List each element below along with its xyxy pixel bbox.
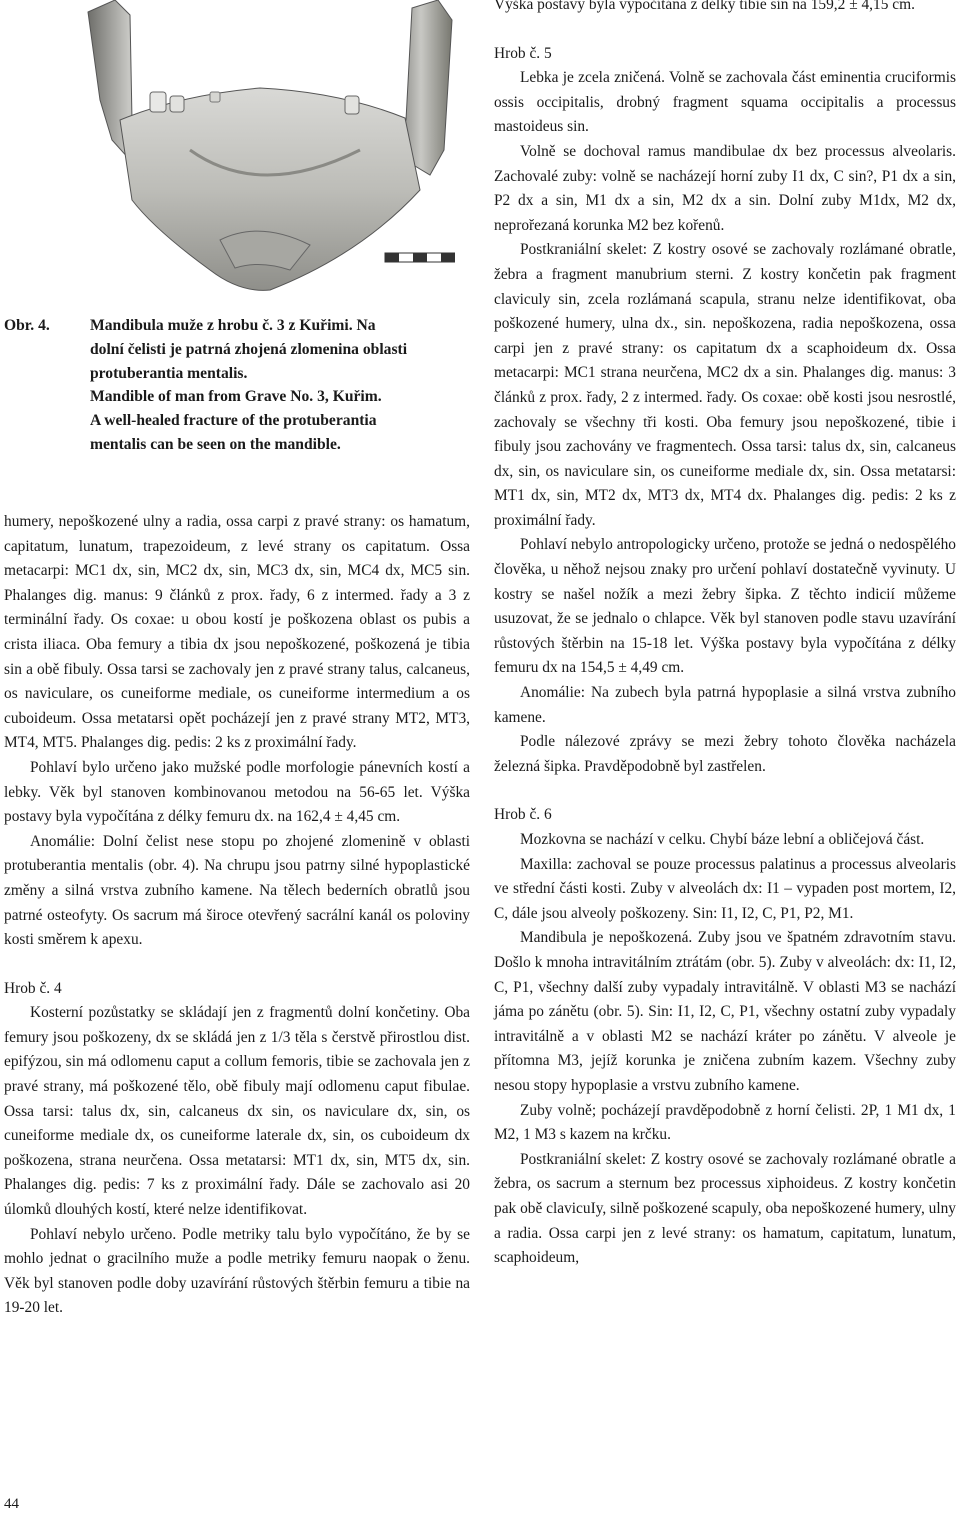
paragraph: Postkraniální skelet: Z kostry osové se zachovaly rozlámané obratle, žebra a fragment manubrium sterni. Z kostry končetin pak fragment claviculy sin, zcela rozlámaná scapula, stranu nelze identifikovat, oba poškozené humery, ulna dx., sin. nepoškozena, radia nepoškozena, ossa carpi jen z pravé strany: os capitatum dx a scaphoideum dx. Ossa metacarpi: MC1 strana neurčena, MC2 dx a sin. Phalanges dig. manus: 3 článků z prox. řady, 2 z intermed. řady. Os coxae: obě kosti jsou nesrostlé, zachovaly se všechny tři kosti. Oba femury jsou nepoškozené, tibie i fibuly jsou zachovány ve fragmentech. Ossa tarsi: talus dx, sin, calcaneus dx, sin, os naviculare sin, os cuneiforme mediale dx, sin. Ossa metatarsi: MT1 dx, sin, MT2 dx, MT3 dx, MT4 dx. Phalanges dig. pedis: 2 ks z proximální řady. — [494, 241, 956, 529]
paragraph: Maxilla: zachoval se pouze processus palatinus a processus alveolaris ve střední části kosti. Zuby v alveolách dx: I1 – vypaden post mortem, I2, C, dále jsou alveoly poškozeny. Sin: I1, I2, C, P1, P2, M1. — [494, 855, 956, 922]
paragraph: Anomálie: Na zubech byla patrná hypoplasie a silná vrstva zubního kamene. — [494, 684, 956, 726]
paragraph: Postkraniální skelet: Z kostry osové se zachovaly rozlámané obratle a žebra, os sacrum a sternum bez processus xiphoideus. Z kostry končetin pak obě clavicuIy, silně poškozené scapuly, oba nepoškozené humery, ulny a radia. Ossa carpi jen z levé strany: os hamatum, capitatum, lunatum, scaphoideum, — [494, 1150, 956, 1267]
paragraph: Pohlaví nebylo antropologicky určeno, protože se jedná o nedospělého člověka, u něhož nejsou znaky pro určení pohlaví dostatečně vyvinuty. U kostry se našel nožík a mezi žebry šipka. Z těchto indicií můžeme usuzovat, že se jednalo o chlapce. Věk byl stanoven podle stavu uzavírání růstových štěrbin na 15-18 let. Výška postavy byla vypočítána z délky femuru dx na 154,5 ± 4,49 cm. — [494, 536, 956, 677]
paragraph: Lebka je zcela zničená. Volně se zachovala část eminentia cruciformis ossis occipitalis, drobný fragment squama occipitalis a processus mastoideus sin. — [494, 69, 956, 136]
caption-number: Obr. 4. — [4, 317, 50, 334]
section-heading: Hrob č. 4 — [4, 979, 62, 997]
paragraph: Mozkovna se nachází v celku. Chybí báze lební a obličejová část. — [520, 831, 925, 848]
right-column — [494, 0, 956, 1271]
paragraph: Anomálie: Dolní čelist nese stopu po zhojené zlomenině v oblasti protuberantia mentalis (obr. 4). Na chrupu jsou patrny silné hypoplastické změny a silná vrstva zubního kamene. Na tělech bederních obratlů jsou patrné osteofyty. Os sacrum má široce otevřený sacrální kanál os poloviny kosti směrem k apexu. — [4, 832, 470, 949]
caption-line: Mandibula muže z hrobu č. 3 z Kuřimi. Na — [90, 317, 376, 334]
caption-line: protuberantia mentalis. — [90, 364, 248, 382]
section-heading: Hrob č. 6 — [494, 806, 552, 824]
caption-line: dolní čelisti je patrná zhojená zlomenina oblasti — [90, 340, 408, 358]
mandible-image — [60, 0, 455, 293]
section-heading: Hrob č. 5 — [494, 44, 552, 62]
paragraph: Pohlaví bylo určeno jako mužské podle morfologie pánevních kostí a lebky. Věk byl stanoven kombinovanou metodou na 56-65 let. Výška postavy byla vypočítána z délky femuru dx. na 162,4 ± 4,45 cm. — [4, 758, 470, 826]
paragraph: Výška postavy byla vypočítána z délky tibie sin na 159,2 ± 4,15 cm. — [494, 0, 915, 13]
caption-line: Mandible of man from Grave No. 3, Kuřim. — [90, 388, 382, 406]
page-number: 44 — [4, 1496, 19, 1512]
caption-line: A well-healed fracture of the protuberantia — [90, 412, 377, 430]
left-column — [4, 510, 470, 1321]
paragraph: Volně se dochoval ramus mandibulae dx bez processus alveolaris. Zachovalé zuby: volně se nacházejí horní zuby I1 dx, C sin?, P1 dx a sin, P2 dx a sin, M1 dx a sin, M2 dx a sin. Dolní zuby M1dx, M2 dx, neprořezaná korunka M2 bez kořenů. — [494, 142, 956, 234]
paragraph: Pohlaví nebylo určeno. Podle metriky talu bylo vypočítáno, že by se mohlo jednat o gracilního muže a podle metriky femuru naopak o ženu. Věk byl stanoven podle doby uzavírání růstových štěrbin femuru a tibie na 19-20 let. — [4, 1225, 470, 1317]
paragraph: Zuby volně; pocházejí pravděpodobně z horní čelisti. 2P, 1 M1 dx, 1 M2, 1 M3 s kazem na krčku. — [494, 1101, 956, 1144]
caption-line: mentalis can be seen on the mandible. — [90, 435, 341, 453]
paragraph: Podle nálezové zprávy se mezi žebry tohoto člověka nacházela železná šipka. Pravděpodobně byl zastřelen. — [494, 733, 956, 775]
paragraph: humery, nepoškozené ulny a radia, ossa carpi z pravé strany: os hamatum, capitatum, lunatum, trapezoideum, z levé strany os capitatum. Ossa metacarpi: MC1 dx, sin, MC2 dx, sin, MC3 dx, sin, MC4 dx, MC5 sin. Phalanges dig. manus: 9 článků z prox. řady, 6 z intermed. řady a 3 z terminální řady. Os coxae: u obou kostí je poškozena oblast os pubis a crista iliaca. Oba femury a tibia dx jsou nepoškozené, poškozená je tibia sin a obě fibuly. Ossa tarsi se zachovaly jen z pravé strany talus, calcaneus, os naviculare, os cuneiforme mediale, os cuneiforme intermedium a os cuboideum. Ossa metatarsi opět pocházejí jen z pravé strany MT2, MT3, MT4, MT5. Phalanges dig. pedis: 2 ks z proximální řady. — [4, 513, 470, 752]
caption-text — [90, 314, 466, 457]
scale-bar — [385, 253, 455, 262]
paragraph: Mandibula je nepoškozená. Zuby jsou ve špatném zdravotním stavu. Došlo k mnoha intravitálním ztrátám (obr. 5). Zuby v alveolách: dx: I1, I2, C, P1, všechny další zuby vypadaly intravitálně. V oblasti M3 se nachází jáma po zánětu (obr. 5). Sin: I1, I2, C, P1, všechny ostatní zuby vypadaly intravitálně a v oblasti M2 se nachází kráter po zánětu. V alveole je přítomna M3, jejíž korunka je zničena zubním kazem. Všechny zuby nesou stopy hypoplasie a vrstvu zubního kamene. — [494, 929, 956, 1094]
paragraph: Kosterní pozůstatky se skládají jen z fragmentů dolní končetiny. Oba femury jsou poškozeny, dx se skládá jen z 1/3 těla s čerstvě přirostlou dist. epifýzou, sin má odlomenu caput a collum femoris, tibie se zachovala jen z pravé strany, má poškozené tělo, obě fibuly mají odlomenu caput fibulae. Ossa tarsi: talus dx, sin, calcaneus dx sin, os naviculare dx, sin, os cuneiforme mediale dx, os cuneiforme laterale dx, sin, os cuboideum dx poškozena, strana neurčena. Ossa metatarsi: MT1 dx, sin, MT5 dx, sin. Phalanges dig. pedis: 7 ks z proximální řady. Dále se zachovalo asi 20 úlomků dlouhých kostí, které nelze identifikovat. — [4, 1004, 470, 1219]
mandible-photo — [60, 0, 455, 293]
